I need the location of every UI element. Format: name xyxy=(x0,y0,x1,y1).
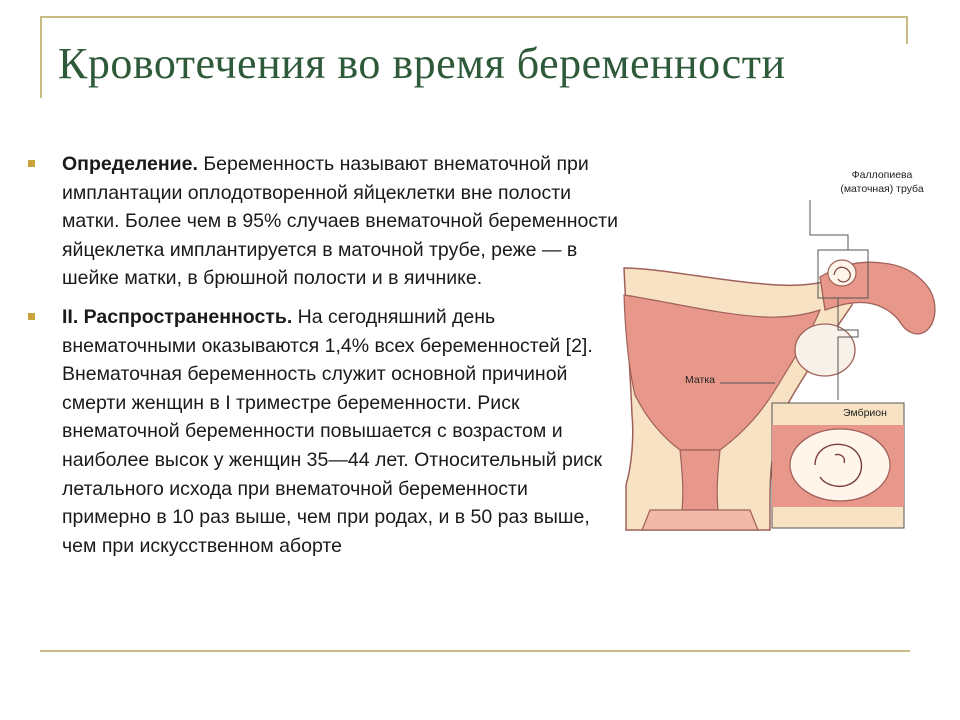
embryo-sac xyxy=(790,429,890,501)
bullet-prevalence xyxy=(22,303,622,560)
cervix-shape xyxy=(680,450,720,510)
tube-label-leader xyxy=(810,200,848,250)
bullet-definition-body: Беременность называют внематочной при имплантации оплодотворенной яйцеклетки вне полости матки. Более чем в 95% случаев внематочной беременности яйцеклетка имплантируется в маточной трубе, реже — в шейке матки, в брюшной полости и в яичнике. xyxy=(62,153,618,290)
bullet-prevalence-body: На сегодняшний день внематочными оказываются 1,4% всех беременностей [2]. Внематочная беременность служит основной причиной смерти женщин в I триместре беременности. Риск внематочной беременности повышается с возрастом и наиболее высок у женщин 35—44 лет. Относительный риск летального исхода при внематочной беременности примерно в 10 раз выше, чем при родах, и в 50 раз выше, чем при искусственном аборте xyxy=(62,305,603,557)
vagina-shape xyxy=(642,510,758,530)
bullet-definition xyxy=(22,150,622,293)
frame-right-line xyxy=(906,16,908,44)
frame-bottom-line xyxy=(40,650,910,652)
bullet-square-icon xyxy=(28,313,35,320)
bullet-prevalence-heading: II. Распространенность. xyxy=(62,305,293,328)
bullet-definition-heading: Определение. xyxy=(62,153,198,175)
tube-label-line1: Фаллопиева xyxy=(851,169,913,181)
frame-top-line xyxy=(40,16,908,18)
bullet-list xyxy=(22,150,622,570)
uterus-label: Матка xyxy=(685,374,715,386)
frame-left-line xyxy=(40,16,42,98)
tube-label-line2: (маточная) труба xyxy=(840,183,924,195)
ectopic-pregnancy-illustration xyxy=(620,165,954,545)
bullet-square-icon xyxy=(28,160,35,167)
slide-title: Кровотечения во время беременности xyxy=(58,39,786,88)
embryo-label: Эмбрион xyxy=(843,407,887,419)
bullet-prevalence-text xyxy=(62,303,622,560)
bullet-definition-text xyxy=(62,150,622,293)
ovary xyxy=(795,324,855,376)
